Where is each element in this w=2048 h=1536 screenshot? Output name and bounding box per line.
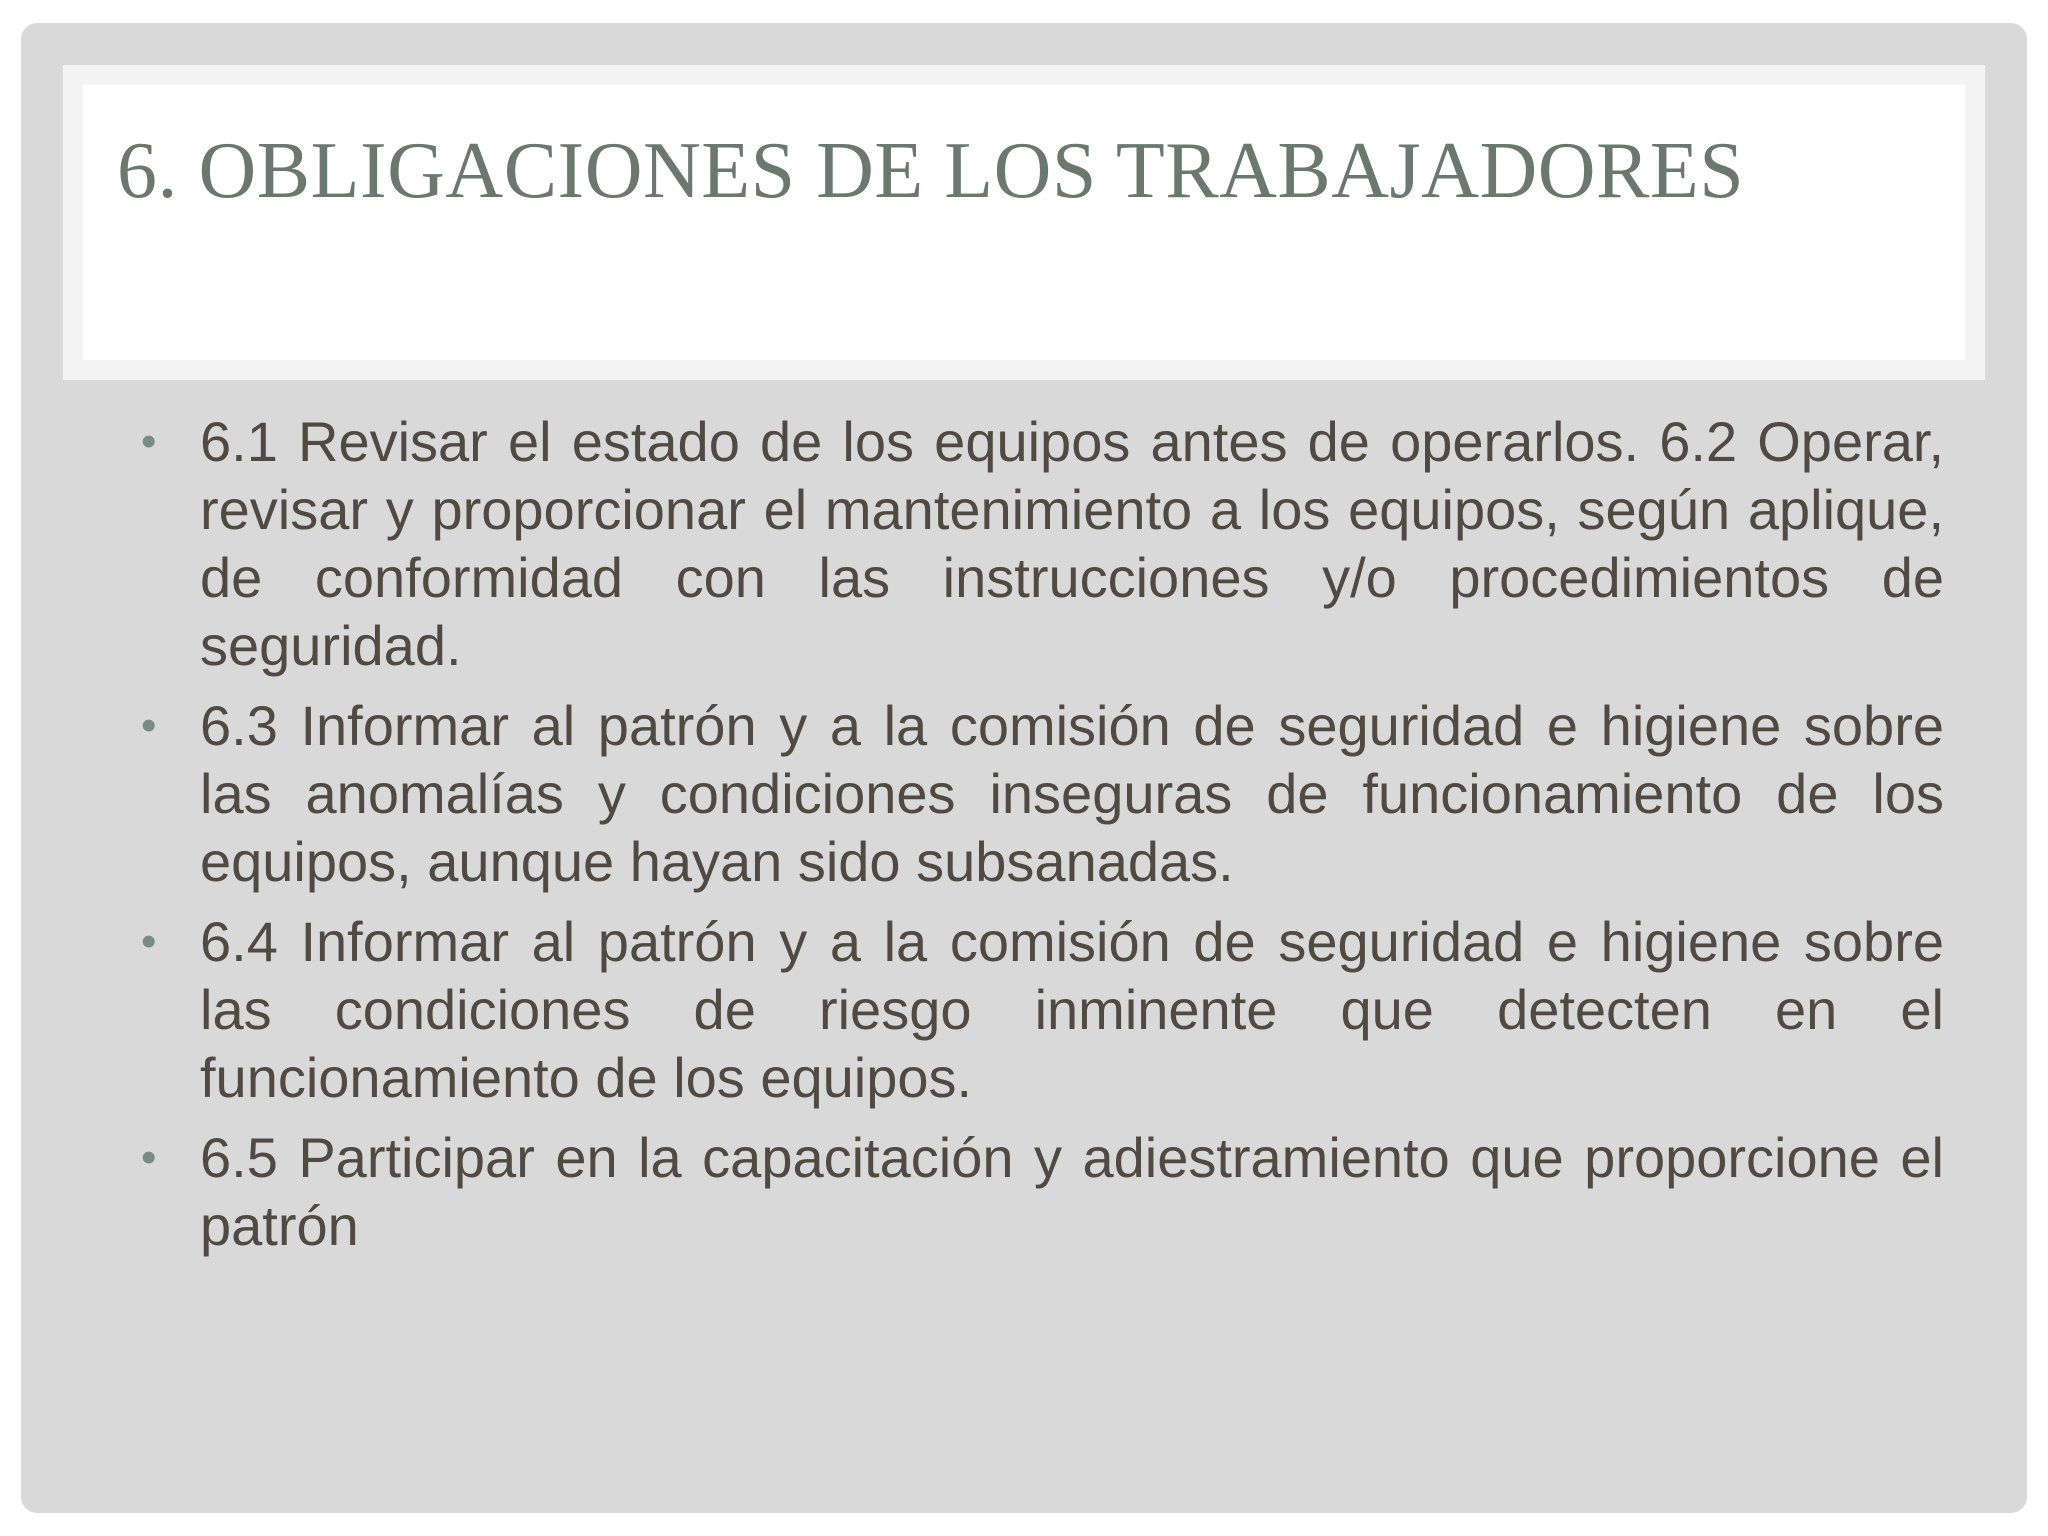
bullet-item <box>141 692 1944 896</box>
bullet-text: 6.3 Informar al patrón y a la comisión de seguridad e higiene sobre las anomalías y condiciones inseguras de funcionamiento de los equipos, aunque hayan sido subsanadas. <box>200 694 1944 893</box>
bullet-list <box>141 408 1944 1272</box>
bullet-item <box>141 1124 1944 1260</box>
bullet-icon: • <box>141 701 157 750</box>
bullet-text: 6.1 Revisar el estado de los equipos antes de operarlos. 6.2 Operar, revisar y proporcionar el mantenimiento a los equipos, según aplique, de conformidad con las instrucciones y/o procedimientos de seguridad. <box>200 410 1944 677</box>
bullet-item <box>141 908 1944 1112</box>
bullet-item <box>141 408 1944 680</box>
slide <box>21 23 2027 1513</box>
bullet-text: 6.4 Informar al patrón y a la comisión de seguridad e higiene sobre las condiciones de riesgo inminente que detecten en el funcionamiento de los equipos. <box>200 910 1944 1109</box>
bullet-icon: • <box>141 417 157 466</box>
bullet-icon: • <box>141 917 157 966</box>
bullet-text: 6.5 Participar en la capacitación y adiestramiento que proporcione el patrón <box>200 1126 1944 1257</box>
title-band <box>63 65 1985 380</box>
bullet-icon: • <box>141 1133 157 1182</box>
slide-title: 6. OBLIGACIONES DE LOS TRABAJADORES <box>117 127 1745 215</box>
